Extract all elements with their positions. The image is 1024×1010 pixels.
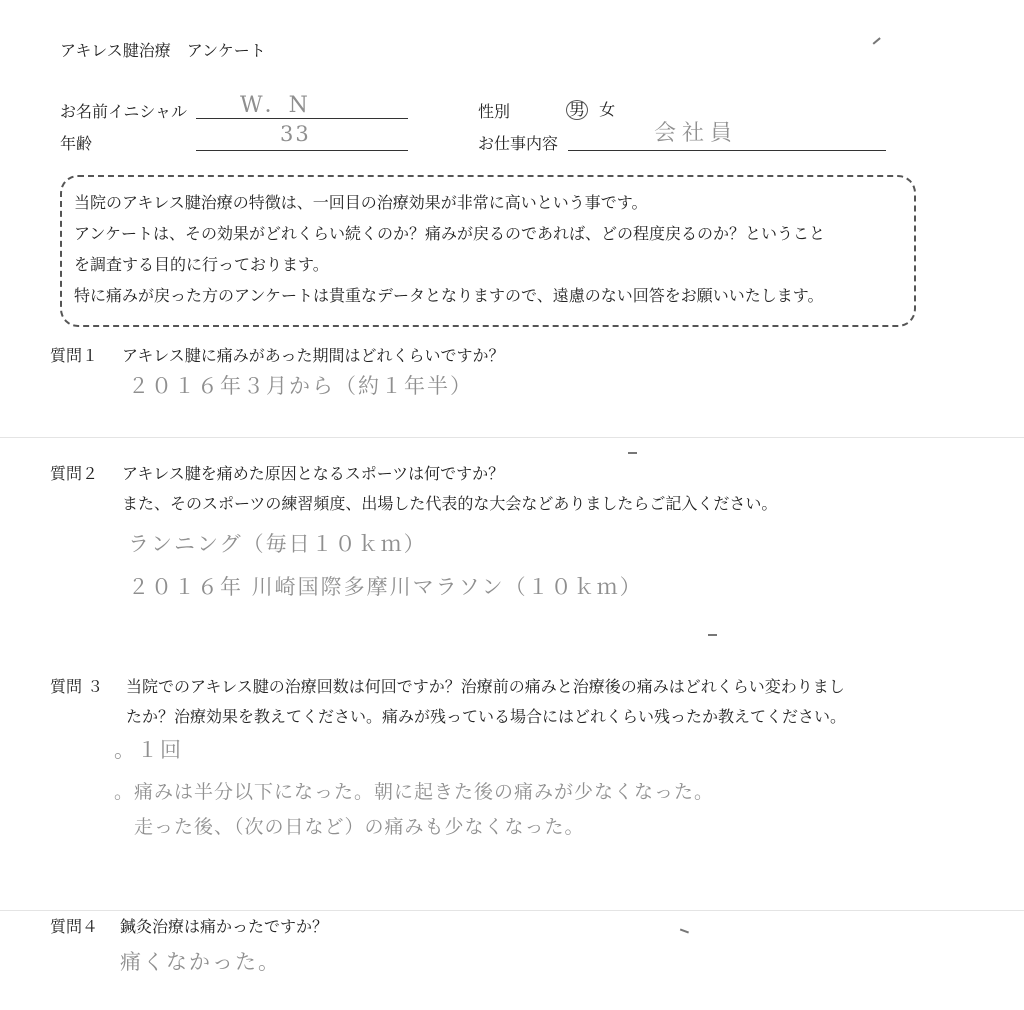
- gender-options: [566, 97, 615, 120]
- initials-field: [196, 92, 408, 119]
- question-2-text: アキレス腱を痛めた原因となるスポーツは何ですか？: [122, 464, 505, 483]
- gender-male-circled: 男: [566, 100, 588, 120]
- initials-value: W．N: [240, 93, 310, 118]
- question-3-answer: 走った後、（次の日など）の痛みも少なくなった。: [134, 816, 585, 838]
- occupation-label: お仕事内容: [478, 134, 559, 153]
- age-value: 33: [280, 122, 311, 146]
- scan-speck: [628, 452, 637, 454]
- question-4-text: 鍼灸治療は痛かったですか？: [120, 917, 329, 936]
- notice-line: 特に痛みが戻った方のアンケートは貴重なデータとなりますので、遠慮のない回答をお願いいたします。: [74, 286, 824, 305]
- question-2-answer: ランニング（毎日１０ｋｍ）: [128, 532, 427, 556]
- scan-speck: [680, 929, 689, 933]
- notice-box: [60, 175, 916, 327]
- question-1-answer: ２０１６年３月から（約１年半）: [128, 374, 473, 398]
- question-2-number: 質問２: [50, 464, 99, 483]
- question-4-answer: 痛くなかった。: [120, 950, 281, 974]
- question-1-text: アキレス腱に痛みがあった期間はどれくらいですか？: [122, 346, 505, 365]
- survey-title: アキレス腱治療 アンケート: [60, 41, 266, 60]
- occupation-field: [568, 121, 886, 151]
- notice-line: アンケートは、その効果がどれくらい続くのか？痛みが戻るのであれば、どの程度戻るのか？ということ: [74, 224, 826, 243]
- paper-fold-line: [0, 910, 1024, 911]
- initials-label: お名前イニシャル: [60, 102, 188, 121]
- question-1-number: 質問１: [50, 346, 99, 365]
- age-field: [196, 124, 408, 151]
- age-label: 年齢: [60, 134, 93, 153]
- notice-line: を調査する目的に行っております。: [74, 255, 329, 274]
- occupation-value: 会社員: [654, 121, 739, 146]
- question-2-text: また、そのスポーツの練習頻度、出場した代表的な大会などありましたらご記入ください。: [122, 494, 778, 513]
- question-3-text: 当院でのアキレス腱の治療回数は何回ですか？治療前の痛みと治療後の痛みはどれくらい変わりまし: [126, 677, 845, 696]
- gender-label: 性別: [478, 102, 511, 121]
- scan-speck: [708, 634, 717, 636]
- question-3-number: 質問 ３: [50, 677, 104, 696]
- gender-female: 女: [599, 100, 616, 119]
- question-3-answer: 。痛みは半分以下になった。朝に起きた後の痛みが少なくなった。: [114, 781, 715, 803]
- scan-speck: [873, 37, 881, 44]
- notice-line: 当院のアキレス腱治療の特徴は、一回目の治療効果が非常に高いという事です。: [74, 193, 648, 212]
- question-3-text: たか？治療効果を教えてください。痛みが残っている場合にはどれくらい残ったか教えてください。: [126, 707, 847, 726]
- question-4-number: 質問４: [50, 917, 99, 936]
- paper-fold-line: [0, 437, 1024, 438]
- question-3-answer: 。１回: [114, 738, 183, 762]
- question-2-answer: ２０１６年 川崎国際多摩川マラソン（１０ｋｍ）: [128, 575, 643, 599]
